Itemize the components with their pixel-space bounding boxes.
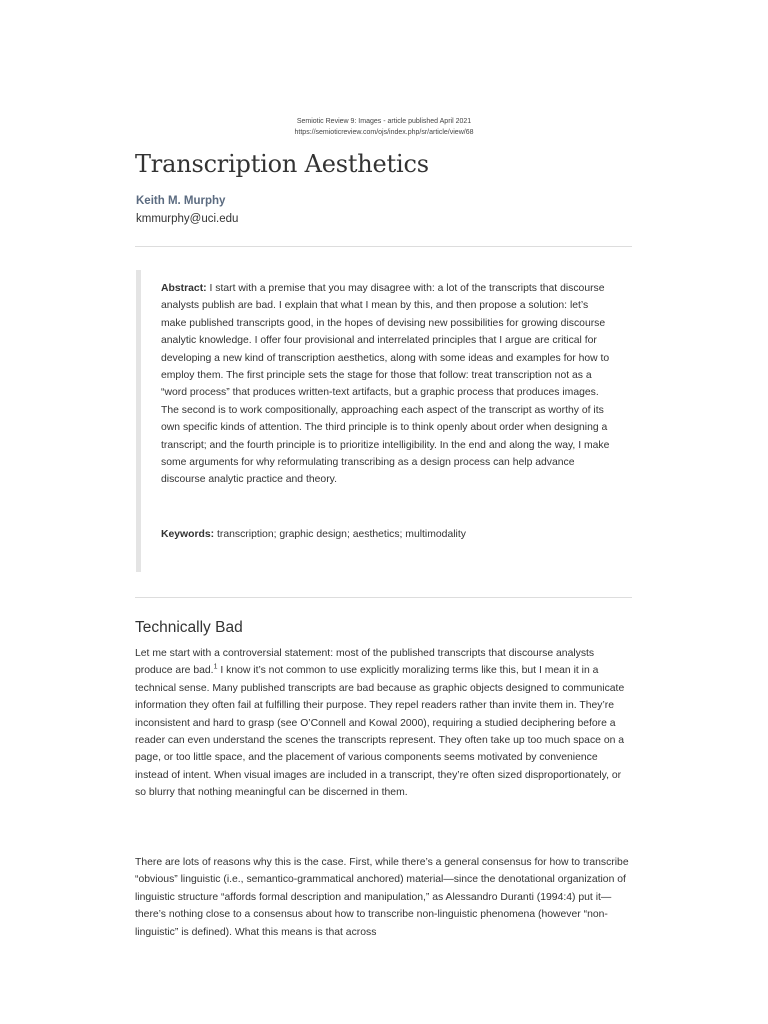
journal-citation: Semiotic Review 9: Images - article published April 2021 [296, 118, 472, 125]
abstract-block [136, 270, 614, 572]
paragraph-1-start: Let me start with a controversial statement: most of the published transcripts that discourse analysts produce are bad. [135, 648, 595, 677]
author-name[interactable]: Keith M. Murphy [136, 195, 226, 207]
paragraph-1-rest: I know it’s not common to use explicitly moralizing terms like this, but I mean it in a technical sense. Many published transcripts are bad because as graphic objects designed to communicate information they often fail at fulfilling their purpose. They repel readers rather than invite them in. They’re inconsistent and hard to grasp (see O’Connell and Kowal 2000), requiring a studied deciphering before a reader can even understand the scenes the transcripts represent. They often take up too much space on a page, or too little space, and the placement of various components seems motivated by convenience instead of intent. When visual images are included in a transcript, they’re often sized disproportionately, or so blurry that nothing meaningful can be discerned in them. [135, 665, 625, 799]
paragraph-1 [135, 645, 630, 802]
author-email[interactable]: kmmurphy@uci.edu [136, 213, 239, 225]
section-heading: Technically Bad [135, 619, 243, 636]
article-url[interactable]: https://semioticreview.com/ojs/index.php/sr/article/view/68 [294, 129, 474, 136]
footnote-marker[interactable]: 1 [213, 663, 218, 671]
journal-header [0, 116, 768, 138]
keywords-list: transcription; graphic design; aesthetics; multimodality [214, 529, 466, 540]
paragraph-2: There are lots of reasons why this is the case. First, while there’s a general consensus for how to transcribe “obvious” linguistic (i.e., semantico-grammatical anchored) material—since the denotational organization of linguistic structure “affords formal description and manipulation,” as Alessandro Duranti (1994:4) put it—there’s nothing close to a consensus about how to transcribe non-linguistic phenomena (however “non-linguistic” is defined). What this means is that across [135, 857, 629, 938]
keywords-label: Keywords: [161, 529, 215, 540]
keywords-line [161, 526, 613, 543]
divider-top [135, 246, 632, 247]
abstract-label: Abstract: [161, 283, 207, 294]
divider-bottom [135, 597, 632, 598]
abstract-text [161, 280, 613, 489]
article-title: Transcription Aesthetics [135, 150, 429, 178]
abstract-body: I start with a premise that you may disagree with: a lot of the transcripts that discourse analysts publish are bad. I explain that what I mean by this, and then propose a solution: let’s make published transcripts good, in the hopes of devising new possibilities for growing discourse analytic knowledge. I offer four provisional and interrelated principles that I argue are critical for developing a new kind of transcription aesthetics, along with some ideas and examples for how to employ them. The first principle sets the stage for those that follow: treat transcription not as a “word process” that produces written-text artifacts, but a graphic process that produces images. The second is to work compositionally, approaching each aspect of the transcript as worthy of its own specific kinds of attention. The third principle is to think openly about order when designing a transcript; and the fourth principle is to prioritize intelligibility. In the end and along the way, I make some arguments for why reformulating transcribing as a design process can help advance discourse analytic practice and theory. [161, 283, 610, 486]
